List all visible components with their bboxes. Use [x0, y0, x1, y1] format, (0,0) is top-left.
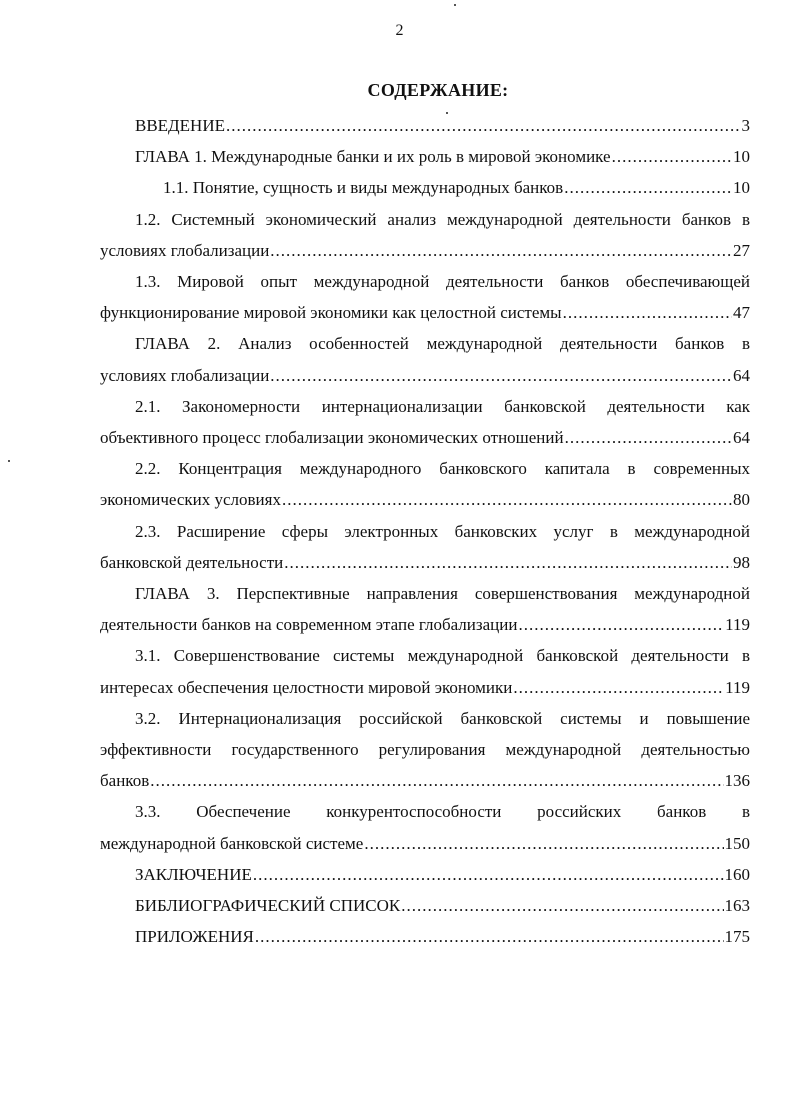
toc-entry-introduction[interactable]	[100, 110, 750, 141]
toc-entry-chapter-3[interactable]	[100, 578, 750, 640]
toc-title: БИБЛИОГРАФИЧЕСКИЙ СПИСОК	[135, 896, 401, 916]
leader-dots	[513, 672, 724, 703]
toc-page: 119	[725, 615, 750, 635]
toc-page: 163	[724, 896, 750, 916]
scan-speck	[446, 112, 448, 114]
toc-title: банковской деятельности	[100, 552, 284, 572]
toc-page: 80	[733, 490, 750, 510]
toc-title-line: 3.3. Обеспечение конкурентоспособности российских банков в	[135, 802, 750, 822]
toc-title-line: 2.3. Расширение сферы электронных банковских услуг в международной	[135, 521, 750, 541]
toc-page: 150	[724, 833, 750, 853]
toc-page: 64	[733, 428, 750, 448]
toc-entry-section-3-2[interactable]	[100, 703, 750, 797]
page-number: 2	[395, 22, 404, 39]
toc-page: 3	[741, 116, 750, 135]
leader-dots	[563, 297, 732, 328]
leader-dots	[226, 110, 741, 141]
toc-entry-section-1-1[interactable]	[100, 172, 750, 203]
toc-title-line: 2.1. Закономерности интернационализации банковской деятельности как	[135, 396, 750, 416]
toc-page: 47	[733, 303, 750, 323]
leader-dots	[565, 422, 732, 453]
toc-title: банков	[100, 771, 150, 791]
toc-title-line: 3.1. Совершенствование системы международной банковской деятельности в	[135, 646, 750, 666]
leader-dots	[401, 890, 723, 921]
toc-title: функционирование мировой экономики как целостной системы	[100, 303, 562, 323]
scan-speck	[8, 460, 10, 462]
toc-entry-chapter-2[interactable]	[100, 328, 750, 390]
toc-title-line: ГЛАВА 2. Анализ особенностей международной деятельности банков в	[135, 334, 750, 354]
toc-title-line: ГЛАВА 3. Перспективные направления совершенствования международной	[135, 584, 750, 604]
toc-entry-section-2-2[interactable]	[100, 453, 750, 515]
leader-dots	[253, 859, 724, 890]
toc-page: 10	[733, 147, 750, 167]
toc-page: 27	[733, 240, 750, 260]
toc-page: 136	[724, 771, 750, 791]
toc-title-line: 1.3. Мировой опыт международной деятельности банков обеспечивающей	[135, 272, 750, 292]
toc-title: ПРИЛОЖЕНИЯ	[135, 927, 254, 947]
toc-title: экономических условиях	[100, 490, 281, 510]
toc-entry-appendices[interactable]	[100, 921, 750, 952]
toc-page: 160	[724, 864, 750, 884]
leader-dots	[612, 141, 732, 172]
leader-dots	[284, 547, 732, 578]
toc-title: объективного процесс глобализации экономических отношений	[100, 428, 564, 448]
toc-title-line: эффективности государственного регулирования международной деятельностью	[100, 740, 750, 760]
toc-title: условиях глобализации	[100, 240, 270, 260]
toc-entry-section-3-1[interactable]	[100, 640, 750, 702]
toc-title: ЗАКЛЮЧЕНИЕ	[135, 864, 252, 884]
leader-dots	[270, 235, 732, 266]
toc-page: 10	[733, 178, 750, 198]
toc-entry-section-2-1[interactable]	[100, 391, 750, 453]
toc-entry-conclusion[interactable]	[100, 859, 750, 890]
toc-title: 1.1. Понятие, сущность и виды международных банков	[163, 178, 564, 198]
leader-dots	[255, 921, 724, 952]
toc-entry-bibliography[interactable]	[100, 890, 750, 921]
toc-entry-section-2-3[interactable]	[100, 516, 750, 578]
toc-page: 175	[724, 927, 750, 947]
toc-page: 98	[733, 552, 750, 572]
toc-title: условиях глобализации	[100, 365, 270, 385]
toc-title: ГЛАВА 1. Международные банки и их роль в мировой экономике	[135, 147, 611, 167]
leader-dots	[150, 765, 723, 796]
toc-entry-section-1-2[interactable]	[100, 204, 750, 266]
table-of-contents	[100, 110, 750, 952]
scan-speck	[454, 4, 456, 6]
leader-dots	[364, 828, 723, 859]
toc-heading: СОДЕРЖАНИЕ:	[367, 80, 509, 100]
leader-dots	[564, 172, 732, 203]
toc-page: 64	[733, 365, 750, 385]
toc-title-line: 1.2. Системный экономический анализ международной деятельности банков в	[135, 209, 750, 229]
leader-dots	[518, 609, 724, 640]
toc-entry-section-1-3[interactable]	[100, 266, 750, 328]
toc-title: ВВЕДЕНИЕ	[135, 116, 225, 135]
toc-title: интересах обеспечения целостности мировой экономики	[100, 677, 513, 697]
leader-dots	[282, 484, 732, 515]
toc-entry-section-3-3[interactable]	[100, 796, 750, 858]
toc-title: деятельности банков на современном этапе глобализации	[100, 615, 518, 635]
toc-title-line: 3.2. Интернационализация российской банковской системы и повышение	[135, 708, 750, 728]
toc-page: 119	[725, 677, 750, 697]
toc-title: международной банковской системе	[100, 833, 364, 853]
toc-entry-chapter-1[interactable]	[100, 141, 750, 172]
leader-dots	[270, 360, 732, 391]
toc-title-line: 2.2. Концентрация международного банковского капитала в современных	[135, 459, 750, 479]
